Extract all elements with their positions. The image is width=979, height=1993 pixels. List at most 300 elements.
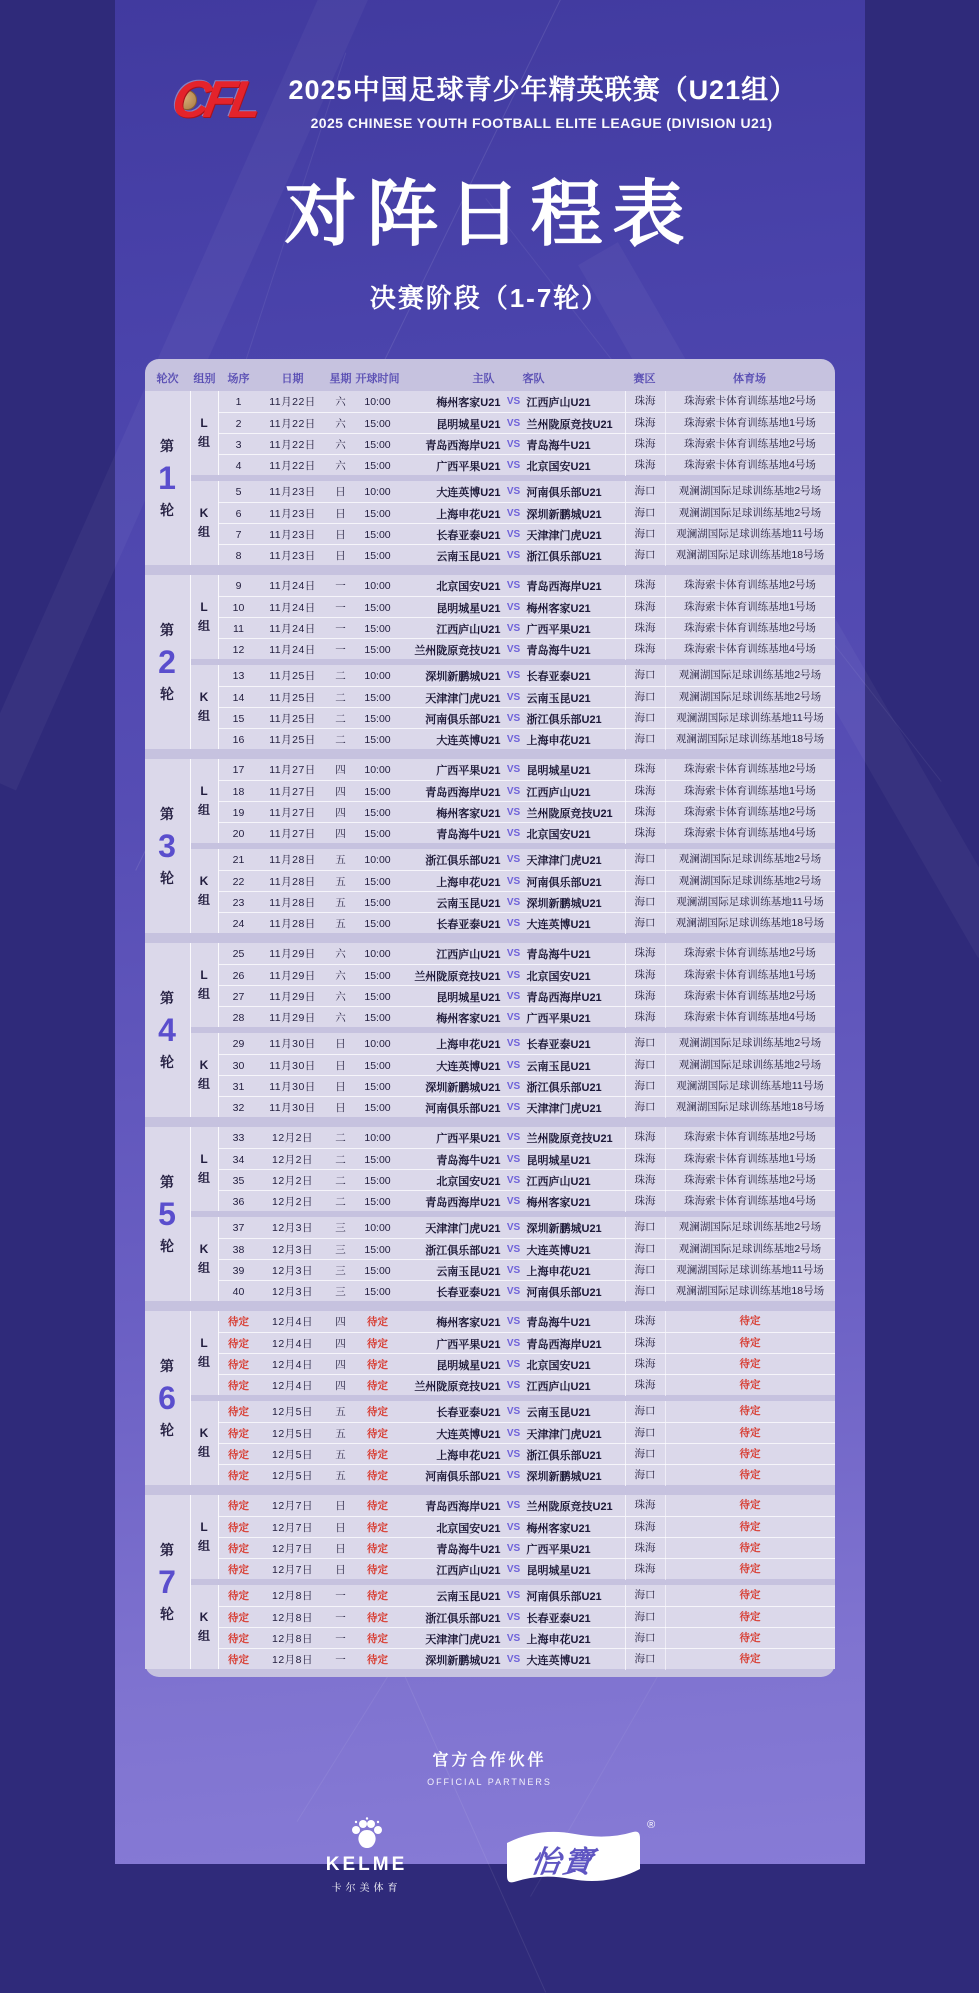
kickoff-time: 待定	[367, 1338, 388, 1350]
away-team: 广西平果U21	[526, 1543, 591, 1556]
match-number: 11	[233, 622, 244, 635]
home-team: 长春亚泰U21	[436, 918, 501, 931]
venue: 珠海	[625, 1354, 665, 1375]
home-team: 广西平果U21	[436, 764, 501, 777]
vs-label: VS	[506, 602, 521, 613]
match-number: 9	[235, 579, 242, 592]
partner-logos	[115, 1817, 865, 1894]
group-letter: K	[199, 506, 209, 520]
kickoff-time: 15:00	[364, 507, 391, 520]
group-word: 组	[197, 803, 210, 817]
match-day: 四	[335, 764, 346, 776]
kickoff-time: 15:00	[364, 1080, 391, 1093]
kickoff-time: 15:00	[364, 459, 391, 472]
match-number: 待定	[228, 1338, 249, 1350]
group-rows	[219, 391, 835, 475]
home-team: 天津津门虎U21	[425, 692, 501, 705]
group-word: 组	[197, 619, 210, 633]
match-row	[219, 912, 835, 933]
match-date: 12月5日	[271, 1406, 314, 1418]
match-number: 30	[232, 1059, 245, 1072]
match-number: 22	[232, 875, 245, 888]
round-number: 5	[158, 1196, 176, 1232]
partners-subtitle: OFFICIAL PARTNERS	[427, 1777, 552, 1787]
home-team: 长春亚泰U21	[436, 1406, 501, 1419]
kickoff-time: 10:00	[364, 1037, 391, 1050]
home-team: 大连英博U21	[436, 486, 501, 499]
home-team: 江西庐山U21	[436, 948, 501, 961]
match-date: 12月2日	[271, 1132, 314, 1144]
stadium: 珠海索卡体育训练基地4号场	[665, 823, 835, 844]
home-team: 昆明城星U21	[436, 602, 501, 615]
venue: 珠海	[625, 1127, 665, 1148]
match-row	[219, 1422, 835, 1443]
group-label	[191, 1495, 219, 1579]
stadium: 观澜湖国际足球训练基地11号场	[665, 708, 835, 729]
match-day: 一	[335, 580, 346, 592]
group-block	[191, 849, 835, 933]
group-label	[191, 1127, 219, 1211]
round-number: 2	[158, 644, 176, 680]
match-row	[219, 1311, 835, 1332]
kickoff-time: 10:00	[364, 579, 391, 592]
match-date: 11月22日	[269, 418, 316, 430]
kickoff-time: 10:00	[364, 1131, 391, 1144]
vs-label: VS	[506, 764, 521, 775]
group-label	[191, 1401, 219, 1485]
match-date: 11月23日	[269, 529, 316, 541]
round-block	[145, 1495, 835, 1669]
away-team: 河南俱乐部U21	[526, 1590, 602, 1603]
away-team: 江西庐山U21	[526, 1175, 591, 1188]
match-row	[219, 728, 835, 749]
match-date: 12月4日	[271, 1338, 314, 1350]
group-word: 组	[197, 525, 210, 539]
column-header-0: 轮次	[156, 373, 179, 385]
venue: 珠海	[625, 965, 665, 986]
match-number: 待定	[228, 1428, 249, 1440]
match-number: 6	[235, 507, 242, 520]
round-label	[145, 759, 191, 933]
home-team: 青岛海牛U21	[436, 1543, 501, 1556]
group-label	[191, 391, 219, 475]
vs-label: VS	[506, 418, 521, 429]
vs-label: VS	[506, 1338, 521, 1349]
vs-label: VS	[506, 1449, 521, 1460]
match-day: 六	[335, 396, 346, 408]
away-team: 青岛西海岸U21	[526, 580, 602, 593]
kickoff-time: 15:00	[364, 1153, 391, 1166]
away-team: 大连英博U21	[526, 1244, 591, 1257]
group-letter: K	[199, 1610, 209, 1624]
group-rows	[219, 943, 835, 1027]
stadium: 观澜湖国际足球训练基地11号场	[665, 892, 835, 913]
vs-label: VS	[506, 1222, 521, 1233]
match-day: 一	[335, 1654, 346, 1666]
match-row	[219, 1353, 835, 1374]
match-number: 7	[235, 528, 242, 541]
round-label	[145, 943, 191, 1117]
away-team: 上海申花U21	[526, 734, 591, 747]
match-date: 11月25日	[269, 713, 316, 725]
match-row	[219, 964, 835, 985]
home-team: 昆明城星U21	[436, 991, 501, 1004]
match-day: 二	[335, 734, 346, 746]
venue: 海口	[625, 481, 665, 502]
venue: 海口	[625, 1585, 665, 1606]
away-team: 浙江俱乐部U21	[526, 1081, 602, 1094]
match-date: 11月24日	[269, 644, 316, 656]
home-team: 青岛西海岸U21	[425, 439, 501, 452]
home-team: 天津津门虎U21	[425, 1222, 501, 1235]
home-team: 昆明城星U21	[436, 418, 501, 431]
round-label	[145, 391, 191, 565]
kickoff-time: 15:00	[364, 827, 391, 840]
match-number: 16	[232, 733, 245, 746]
stadium: 珠海索卡体育训练基地4号场	[665, 1191, 835, 1212]
stadium: 待定	[665, 1607, 835, 1628]
column-header-3: 日期	[281, 373, 304, 385]
match-number: 10	[232, 601, 245, 614]
group-letter: K	[199, 1058, 209, 1072]
match-row	[219, 1127, 835, 1148]
match-number: 5	[235, 485, 242, 498]
match-date: 12月7日	[271, 1522, 314, 1534]
vs-label: VS	[506, 460, 521, 471]
match-date: 12月2日	[271, 1175, 314, 1187]
match-day: 日	[335, 1081, 346, 1093]
away-team: 江西庐山U21	[526, 396, 591, 409]
vs-label: VS	[506, 918, 521, 929]
vs-label: VS	[506, 1154, 521, 1165]
vs-label: VS	[506, 580, 521, 591]
home-team: 上海申花U21	[436, 1449, 501, 1462]
match-day: 日	[335, 1500, 346, 1512]
stadium: 珠海索卡体育训练基地4号场	[665, 1007, 835, 1028]
away-team: 北京国安U21	[526, 970, 591, 983]
group-block	[191, 1033, 835, 1117]
group-label	[191, 759, 219, 843]
match-row	[219, 891, 835, 912]
vs-label: VS	[506, 508, 521, 519]
kickoff-time: 15:00	[364, 1243, 391, 1256]
group-letter: K	[199, 1242, 209, 1256]
vs-label: VS	[506, 1500, 521, 1511]
stadium: 待定	[665, 1311, 835, 1332]
group-label	[191, 575, 219, 659]
vs-label: VS	[506, 623, 521, 634]
match-day: 日	[335, 550, 346, 562]
stadium: 待定	[665, 1559, 835, 1580]
venue: 海口	[625, 1076, 665, 1097]
away-team: 深圳新鹏城U21	[526, 897, 602, 910]
match-row	[219, 575, 835, 596]
venue: 海口	[625, 1281, 665, 1302]
match-date: 12月4日	[271, 1316, 314, 1328]
round-number: 7	[158, 1564, 176, 1600]
match-day: 日	[335, 529, 346, 541]
round-block	[145, 759, 835, 933]
home-team: 兰州陇原竞技U21	[414, 970, 501, 983]
away-team: 北京国安U21	[526, 828, 591, 841]
group-letter: K	[199, 690, 209, 704]
kickoff-time: 15:00	[364, 417, 391, 430]
column-header-5: 开球时间	[355, 373, 400, 385]
kickoff-time: 10:00	[364, 947, 391, 960]
stadium: 待定	[665, 1423, 835, 1444]
home-team: 云南玉昆U21	[436, 1590, 501, 1603]
match-number: 待定	[228, 1500, 249, 1512]
partners-title: 官方合作伙伴	[432, 1752, 547, 1769]
stadium: 观澜湖国际足球训练基地2号场	[665, 1217, 835, 1238]
vs-label: VS	[506, 1196, 521, 1207]
venue: 珠海	[625, 823, 665, 844]
round-suffix: 轮	[160, 1238, 174, 1254]
venue: 珠海	[625, 1149, 665, 1170]
match-row	[219, 1495, 835, 1516]
vs-label: VS	[506, 439, 521, 450]
away-team: 大连英博U21	[526, 1654, 591, 1667]
home-team: 云南玉昆U21	[436, 897, 501, 910]
match-day: 四	[335, 1359, 346, 1371]
stadium: 观澜湖国际足球训练基地11号场	[665, 524, 835, 545]
round-number: 1	[158, 460, 176, 496]
stadium: 观澜湖国际足球训练基地2号场	[665, 1055, 835, 1076]
venue: 海口	[625, 1423, 665, 1444]
match-row	[219, 412, 835, 433]
match-number: 38	[232, 1243, 245, 1256]
match-number: 21	[232, 853, 245, 866]
home-team: 梅州客家U21	[436, 1012, 501, 1025]
away-team: 青岛海牛U21	[526, 644, 591, 657]
match-day: 四	[335, 828, 346, 840]
stadium: 观澜湖国际足球训练基地11号场	[665, 1076, 835, 1097]
match-date: 12月7日	[271, 1500, 314, 1512]
home-team: 浙江俱乐部U21	[425, 1244, 501, 1257]
home-team: 北京国安U21	[436, 580, 501, 593]
away-team: 广西平果U21	[526, 1012, 591, 1025]
group-label	[191, 1217, 219, 1301]
home-team: 上海申花U21	[436, 508, 501, 521]
kickoff-time: 待定	[367, 1543, 388, 1555]
venue: 珠海	[625, 618, 665, 639]
match-number: 2	[235, 417, 242, 430]
match-date: 12月5日	[271, 1428, 314, 1440]
match-row	[219, 801, 835, 822]
vs-label: VS	[506, 1316, 521, 1327]
home-team: 梅州客家U21	[436, 807, 501, 820]
match-day: 二	[335, 692, 346, 704]
venue: 珠海	[625, 1333, 665, 1354]
match-row	[219, 523, 835, 544]
match-row	[219, 1516, 835, 1537]
venue: 珠海	[625, 455, 665, 476]
match-number: 23	[232, 896, 245, 909]
venue: 海口	[625, 1260, 665, 1281]
group-block	[191, 1585, 835, 1669]
match-number: 24	[232, 917, 245, 930]
match-number: 28	[232, 1011, 245, 1024]
match-day: 六	[335, 460, 346, 472]
kelme-logo	[326, 1817, 408, 1894]
home-team: 大连英博U21	[436, 1060, 501, 1073]
home-team: 上海申花U21	[436, 1038, 501, 1051]
match-date: 11月24日	[269, 580, 316, 592]
venue: 珠海	[625, 1311, 665, 1332]
home-team: 梅州客家U21	[436, 1316, 501, 1329]
away-team: 青岛海牛U21	[526, 1316, 591, 1329]
match-day: 六	[335, 439, 346, 451]
match-date: 11月28日	[269, 918, 316, 930]
stadium: 待定	[665, 1465, 835, 1486]
group-letter: L	[200, 416, 208, 430]
venue: 海口	[625, 503, 665, 524]
kickoff-time: 15:00	[364, 691, 391, 704]
group-label	[191, 849, 219, 933]
match-date: 12月8日	[271, 1590, 314, 1602]
kickoff-time: 15:00	[364, 733, 391, 746]
venue: 海口	[625, 687, 665, 708]
round-block	[145, 943, 835, 1117]
column-header-4: 星期	[329, 373, 352, 385]
match-date: 11月28日	[269, 876, 316, 888]
vs-label: VS	[506, 1633, 521, 1644]
header	[115, 0, 865, 134]
match-row	[219, 1006, 835, 1027]
vs-label: VS	[506, 734, 521, 745]
vs-label: VS	[506, 529, 521, 540]
match-day: 六	[335, 418, 346, 430]
rounds-container	[145, 391, 835, 1669]
home-team: 云南玉昆U21	[436, 550, 501, 563]
match-date: 11月25日	[269, 670, 316, 682]
match-number: 31	[232, 1080, 245, 1093]
match-day: 五	[335, 876, 346, 888]
away-team: 长春亚泰U21	[526, 670, 591, 683]
group-rows	[219, 575, 835, 659]
stadium: 珠海索卡体育训练基地2号场	[665, 618, 835, 639]
home-team: 广西平果U21	[436, 460, 501, 473]
group-rows	[219, 759, 835, 843]
venue: 珠海	[625, 391, 665, 412]
group-label	[191, 943, 219, 1027]
match-date: 11月29日	[269, 991, 316, 1003]
away-team: 浙江俱乐部U21	[526, 1449, 602, 1462]
home-team: 兰州陇原竞技U21	[414, 1380, 501, 1393]
venue: 珠海	[625, 781, 665, 802]
match-row	[219, 1606, 835, 1627]
group-block	[191, 575, 835, 659]
vs-label: VS	[506, 970, 521, 981]
venue: 海口	[625, 1465, 665, 1486]
stadium: 珠海索卡体育训练基地1号场	[665, 597, 835, 618]
stadium: 珠海索卡体育训练基地2号场	[665, 1170, 835, 1191]
match-day: 五	[335, 1470, 346, 1482]
group-block	[191, 1495, 835, 1579]
group-label	[191, 665, 219, 749]
home-team: 大连英博U21	[436, 1428, 501, 1441]
away-team: 深圳新鹏城U21	[526, 1222, 602, 1235]
away-team: 北京国安U21	[526, 460, 591, 473]
match-number: 8	[235, 549, 242, 562]
match-day: 六	[335, 991, 346, 1003]
match-day: 二	[335, 670, 346, 682]
match-row	[219, 849, 835, 870]
kickoff-time: 15:00	[364, 712, 391, 725]
stadium: 珠海索卡体育训练基地1号场	[665, 781, 835, 802]
match-date: 12月3日	[271, 1286, 314, 1298]
round-prefix: 第	[160, 438, 174, 454]
match-row	[219, 943, 835, 964]
match-day: 四	[335, 1380, 346, 1392]
stadium: 待定	[665, 1517, 835, 1538]
venue: 珠海	[625, 1191, 665, 1212]
vs-label: VS	[506, 1012, 521, 1023]
match-row	[219, 1332, 835, 1353]
vs-label: VS	[506, 1060, 521, 1071]
match-day: 二	[335, 1132, 346, 1144]
match-date: 12月8日	[271, 1612, 314, 1624]
venue: 海口	[625, 849, 665, 870]
group-rows	[219, 1495, 835, 1579]
vs-label: VS	[506, 1265, 521, 1276]
home-team: 广西平果U21	[436, 1132, 501, 1145]
vs-label: VS	[506, 486, 521, 497]
kickoff-time: 待定	[367, 1590, 388, 1602]
vs-label: VS	[506, 1175, 521, 1186]
group-letter: K	[199, 1426, 209, 1440]
home-team: 青岛西海岸U21	[425, 1500, 501, 1513]
match-date: 11月27日	[269, 807, 316, 819]
match-day: 五	[335, 897, 346, 909]
away-team: 兰州陇原竞技U21	[526, 1500, 613, 1513]
stadium: 珠海索卡体育训练基地2号场	[665, 391, 835, 412]
match-day: 一	[335, 1590, 346, 1602]
kickoff-time: 15:00	[364, 1059, 391, 1072]
match-date: 11月24日	[269, 623, 316, 635]
match-number: 12	[232, 643, 245, 656]
match-day: 一	[335, 1633, 346, 1645]
kickoff-time: 15:00	[364, 917, 391, 930]
venue: 海口	[625, 1444, 665, 1465]
venue: 海口	[625, 708, 665, 729]
group-letter: L	[200, 1520, 208, 1534]
match-row	[219, 1096, 835, 1117]
stadium: 珠海索卡体育训练基地2号场	[665, 575, 835, 596]
kickoff-time: 15:00	[364, 549, 391, 562]
away-team: 江西庐山U21	[526, 786, 591, 799]
match-date: 11月22日	[269, 396, 316, 408]
match-day: 三	[335, 1265, 346, 1277]
kickoff-time: 待定	[367, 1470, 388, 1482]
match-date: 12月5日	[271, 1470, 314, 1482]
group-word: 组	[197, 1077, 210, 1091]
match-number: 14	[232, 691, 245, 704]
group-letter: L	[200, 968, 208, 982]
away-team: 青岛海牛U21	[526, 439, 591, 452]
match-number: 待定	[228, 1316, 249, 1328]
group-rows	[219, 1127, 835, 1211]
match-row	[219, 1401, 835, 1422]
match-day: 日	[335, 486, 346, 498]
match-number: 40	[232, 1285, 245, 1298]
kickoff-time: 待定	[367, 1449, 388, 1461]
kickoff-time: 15:00	[364, 875, 391, 888]
kickoff-time: 10:00	[364, 395, 391, 408]
match-number: 待定	[228, 1380, 249, 1392]
home-team: 河南俱乐部U21	[425, 713, 501, 726]
stadium: 珠海索卡体育训练基地2号场	[665, 986, 835, 1007]
